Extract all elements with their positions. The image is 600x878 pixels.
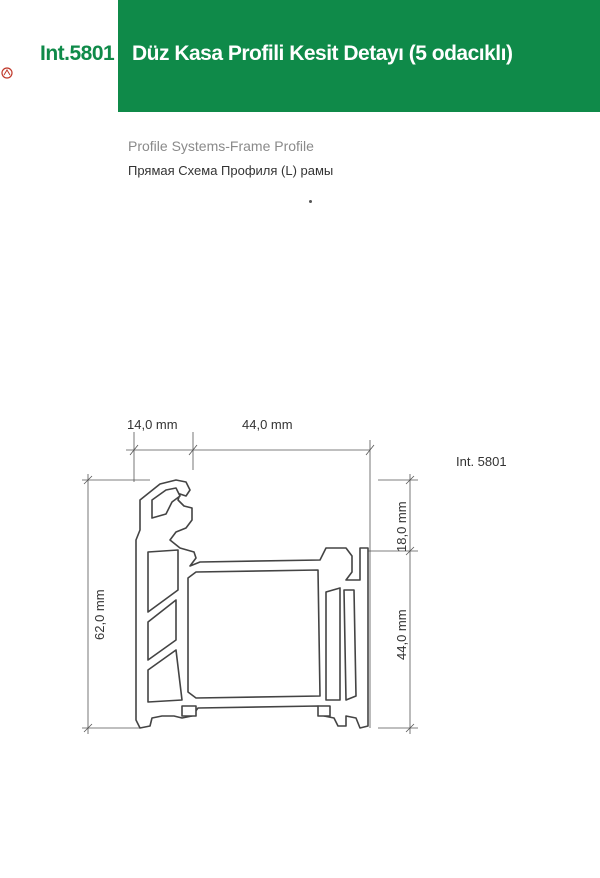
dim-right-lower-label: 44,0 mm [394,609,409,660]
subtitle-russian: Прямая Схема Профиля (L) рамы [128,163,334,178]
page-title: Düz Kasa Profili Kesit Detayı (5 odacıklı) [132,42,513,65]
dim-right-upper-label: 18,0 mm [394,501,409,552]
dim-left-height-label: 62,0 mm [92,589,107,640]
frame-profile-section [136,480,368,728]
dim-top-right-label: 44,0 mm [242,417,293,432]
dim-top-left-label: 14,0 mm [127,417,178,432]
product-code: Int.5801 [40,42,115,65]
subtitle-english: Profile Systems-Frame Profile [128,138,314,154]
profile-code-label: Int. 5801 [456,454,507,469]
